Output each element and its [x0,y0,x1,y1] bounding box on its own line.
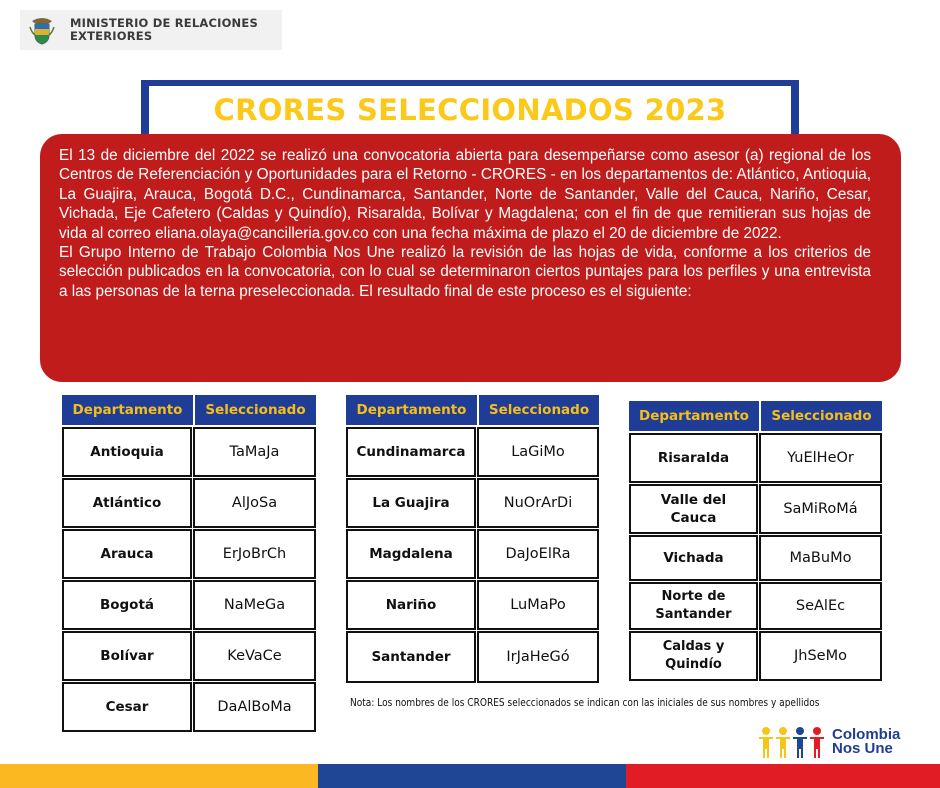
table-1-row-5-selected: KeVaCe [193,631,316,681]
table-1-row-6-selected: DaAlBoMa [193,682,316,732]
ministry-name-line2: EXTERIORES [70,29,153,43]
table-2-row-2-department: La Guajira [346,478,476,528]
table-2-row-3-department: Magdalena [346,529,476,579]
logo-text-line1: Colombia [832,726,901,743]
intro-paragraph-1: El 13 de diciembre del 2022 se realizó una convocatoria abierta para desempeñarse como asesor (a) regional de los Centros de Referenciación y Oportunidades para el Retorno - CRORES - en los departamentos de: Atlántico, Antioquia, La Guajira, Arauca, Bogotá D.C., Cundinamarca, Santander, Norte de Santander, Valle del Cauca, Nariño, Cesar, Vichada, Eje Cafetero (Caldas y Quindío), Risaralda, Bolívar y Magdalena; con el fin de que remitieran sus hojas de vida al correo eliana.olaya@cancilleria.gov.co con una fecha máxima de plazo el 20 de diciembre de 2022. [59,147,871,242]
table-3-row-5-selected: JhSeMo [759,631,882,681]
ministry-name-line1: MINISTERIO DE RELACIONES [70,16,258,30]
table-3-row-3-department: Vichada [629,535,758,581]
table-1-row-1-selected: TaMaJa [193,427,316,477]
flag-stripe-blue [318,764,626,788]
table-1-row-4-selected: NaMeGa [193,580,316,630]
colombia-nos-une-logo [758,724,928,760]
table-3-row-3-selected: MaBuMo [759,535,882,581]
flag-stripe-red [626,764,940,788]
table-2-row-1-department: Cundinamarca [346,427,476,477]
table-3-header-department: Departamento [629,401,759,431]
intro-paragraph-2: El Grupo Interno de Trabajo Colombia Nos Une realizó la revisión de las hojas de vida, conforme a los criterios de selección publicados en la convocatoria, con lo cual se determinaron ciertos puntajes para los perfiles y una entrevista a las personas de la terna preseleccionada. El resultado final de este proceso es el siguiente: [59,244,871,300]
table-1-header-department: Departamento [62,395,193,425]
colombia-nos-une-people-icon [758,725,830,759]
table-2-row-4-selected: LuMaPo [477,580,599,630]
logo-text-line2: Nos Une [832,740,893,757]
table-2-row-4-department: Nariño [346,580,476,630]
table-2-header-department: Departamento [346,395,477,425]
table-2-row-2-selected: NuOrArDi [477,478,599,528]
logo-text [832,728,900,756]
table-3-row-1-department: Risaralda [629,433,758,483]
table-3-row-4-department: Norte de Santander [629,582,758,630]
ministry-header [20,10,282,50]
table-2-row-3-selected: DaJoElRa [477,529,599,579]
table-1-row-5-department: Bolívar [62,631,192,681]
table-1-header-selected: Seleccionado [193,395,316,425]
footnote: Nota: Los nombres de los CRORES seleccionados se indican con las iniciales de sus nombres y apellidos [350,696,820,709]
ministry-name [70,17,258,43]
table-3-row-2-department: Valle del Cauca [629,484,758,534]
table-3-row-1-selected: YuElHeOr [759,433,882,483]
table-3-header-selected: Seleccionado [759,401,882,431]
table-1-row-2-department: Atlántico [62,478,192,528]
table-2-row-5-department: Santander [346,631,476,683]
table-1-row-6-department: Cesar [62,682,192,732]
table-1-row-4-department: Bogotá [62,580,192,630]
table-1-row-2-selected: AlJoSa [193,478,316,528]
table-1-row-3-selected: ErJoBrCh [193,529,316,579]
table-1-row-3-department: Arauca [62,529,192,579]
intro-box [40,134,901,382]
table-2-row-5-selected: IrJaHeGó [477,631,599,683]
table-3-row-5-department: Caldas y Quindío [629,631,758,681]
flag-stripe-yellow [0,764,318,788]
table-2-row-1-selected: LaGiMo [477,427,599,477]
table-1-row-1-department: Antioquia [62,427,192,477]
table-3-row-2-selected: SaMiRoMá [759,484,882,534]
table-2-header-selected: Seleccionado [477,395,599,425]
colombia-coat-of-arms-icon [28,15,56,45]
table-3-row-4-selected: SeAlEc [759,582,882,630]
page-title: CRORES SELECCIONADOS 2023 [213,93,727,127]
